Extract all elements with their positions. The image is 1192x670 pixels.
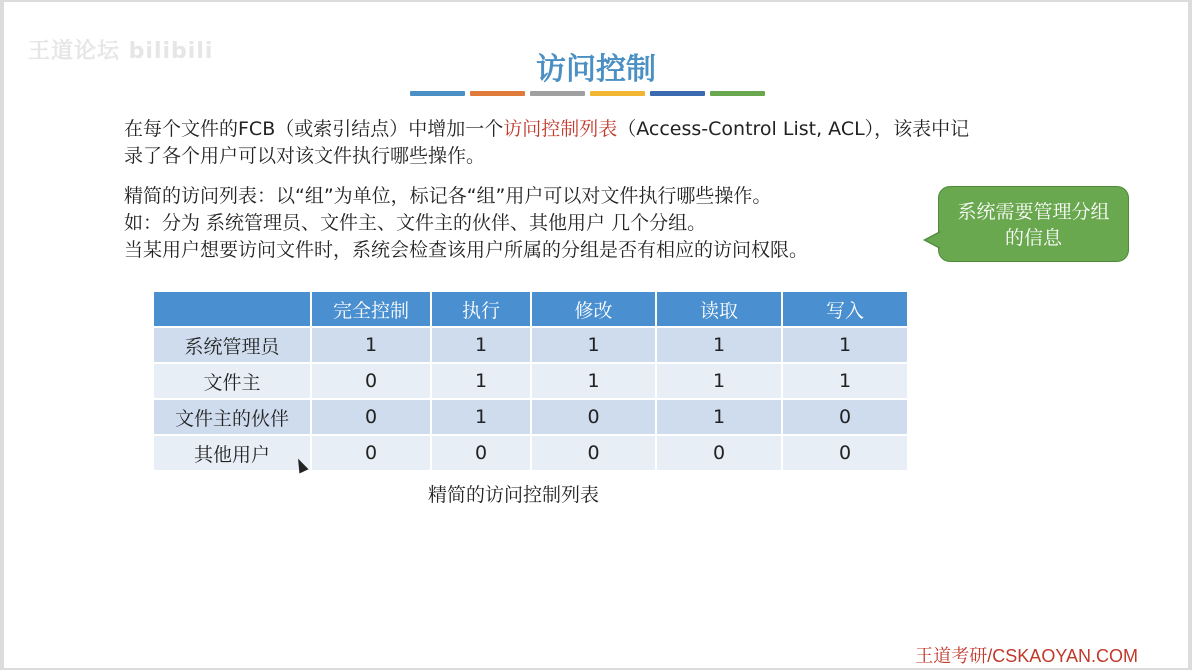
para2-line3: 当某用户想要访问文件时，系统会检查该用户所属的分组是否有相应的访问权限。 [124, 239, 809, 261]
para2-line2: 如：分为 系统管理员、文件主、文件主的伙伴、其他用户 几个分组。 [124, 212, 707, 234]
callout-bubble: 系统需要管理分组的信息 [938, 186, 1129, 262]
slide-title: 访问控制 [536, 52, 656, 87]
footer-brand: 王道考研/CSKAOYAN.COM [915, 646, 1138, 666]
table-cell: 0 [531, 399, 656, 435]
table-cell: 1 [431, 363, 531, 399]
paragraph-simplified-acl [124, 183, 808, 264]
table-caption: 精简的访问控制列表 [428, 484, 600, 506]
title-bar [650, 91, 705, 96]
acl-highlight: 访问控制列表 [503, 118, 618, 140]
para1-line1-post: （Access-Control List, ACL），该表中记 [617, 118, 970, 140]
table-header-cell: 完全控制 [311, 291, 431, 327]
table-cell: 0 [311, 435, 431, 471]
table-row [153, 399, 908, 435]
table-cell: 1 [431, 327, 531, 363]
table-cell: 1 [782, 327, 908, 363]
title-bar [410, 91, 465, 96]
table-header-row [153, 291, 908, 327]
table-header-cell: 执行 [431, 291, 531, 327]
table-header-cell: 写入 [782, 291, 908, 327]
table-cell: 0 [531, 435, 656, 471]
table-cell: 1 [656, 363, 782, 399]
row-label: 其他用户 [153, 435, 311, 471]
acl-table [152, 290, 909, 472]
table-row [153, 435, 908, 471]
slide [4, 2, 1188, 668]
table-cell: 1 [656, 399, 782, 435]
table-cell: 0 [311, 363, 431, 399]
table-cell: 1 [311, 327, 431, 363]
table-cell: 1 [656, 327, 782, 363]
table-row [153, 363, 908, 399]
title-bar [590, 91, 645, 96]
table-header-cell [153, 291, 311, 327]
para2-line1: 精简的访问列表：以“组”为单位，标记各“组”用户可以对文件执行哪些操作。 [124, 185, 772, 207]
para1-line2: 录了各个用户可以对该文件执行哪些操作。 [124, 145, 486, 167]
table-cell: 0 [431, 435, 531, 471]
table-cell: 0 [782, 435, 908, 471]
table-cell: 0 [782, 399, 908, 435]
row-label: 文件主的伙伴 [153, 399, 311, 435]
row-label: 文件主 [153, 363, 311, 399]
table-cell: 0 [311, 399, 431, 435]
table-cell: 1 [531, 363, 656, 399]
table-header-cell: 修改 [531, 291, 656, 327]
title-bar [710, 91, 765, 96]
title-bar [530, 91, 585, 96]
table-row [153, 327, 908, 363]
title-bar [470, 91, 525, 96]
table-cell: 1 [431, 399, 531, 435]
table-header-cell: 读取 [656, 291, 782, 327]
watermark: 王道论坛 bilibili [28, 39, 214, 64]
para1-line1-pre: 在每个文件的FCB（或索引结点）中增加一个 [124, 118, 504, 140]
table-cell: 1 [531, 327, 656, 363]
row-label: 系统管理员 [153, 327, 311, 363]
paragraph-acl-intro [124, 116, 969, 170]
table-cell: 1 [782, 363, 908, 399]
table-cell: 0 [656, 435, 782, 471]
